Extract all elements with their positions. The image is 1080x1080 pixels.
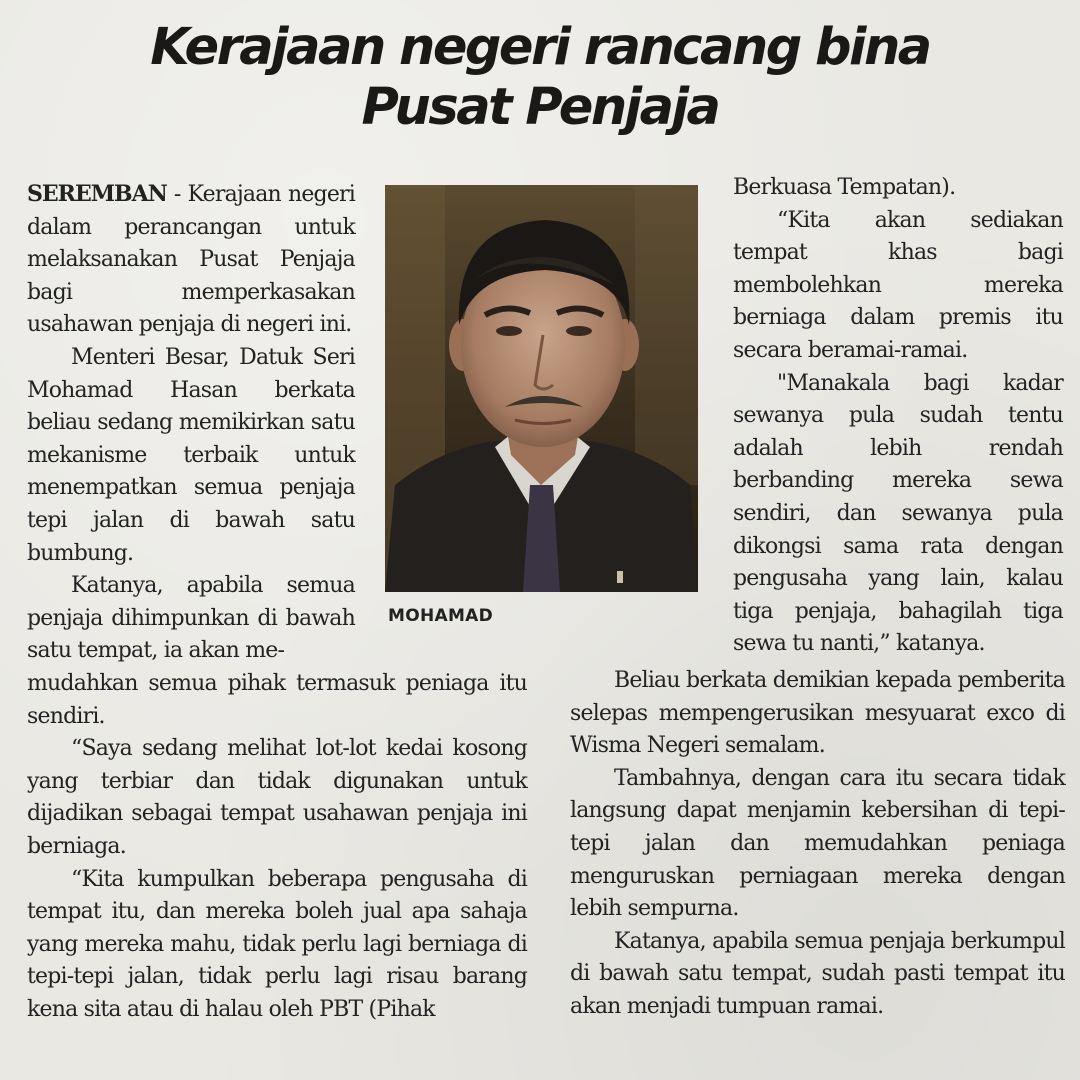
paragraph: “Kita akan sediakan tempat khas bagi membolehkan mereka berniaga dalam premis itu secara beramai-ramai.	[733, 207, 1063, 363]
headline-line-1: Kerajaan negeri rancang bina	[150, 18, 930, 77]
column-left-top	[27, 178, 355, 668]
paragraph: Katanya, apabila semua penjaja berkumpul di bawah satu tempat, sudah pasti tempat itu akan menjadi tumpuan ramai.	[570, 928, 1065, 1019]
paragraph: Katanya, apabila semua penjaja dihimpunkan di bawah satu tempat, ia akan me-	[27, 573, 355, 664]
paragraph: Menteri Besar, Datuk Seri Mohamad Hasan berkata beliau sedang memikirkan satu mekanisme terbaik untuk menempatkan semua penjaja tepi jalan di bawah satu bumbung.	[27, 344, 355, 566]
column-right-top	[733, 172, 1063, 661]
paragraph: mudahkan semua pihak termasuk peniaga itu sendiri.	[27, 671, 527, 729]
column-right-bottom	[570, 665, 1065, 1024]
paragraph	[27, 178, 355, 342]
paragraph-text: - Kerajaan negeri dalam perancangan untuk melaksanakan Pusat Penjaja bagi memperkasakan usahawan penjaja di negeri ini.	[27, 182, 355, 338]
paragraph: “Kita kumpulkan beberapa pengusaha di tempat itu, dan mereka boleh jual apa sahaja yang mereka mahu, tidak perlu lagi berniaga di tepi-tepi jalan, tidak perlu lagi risau barang kena sita atau di halau oleh PBT (Pihak	[27, 866, 527, 1022]
paragraph: Tambahnya, dengan cara itu secara tidak langsung dapat menjamin kebersihan di tepi-tepi jalan dan memudahkan peniaga menguruskan perniagaan mereka dengan lebih sempurna.	[570, 765, 1065, 922]
headline-line-2: Pusat Penjaja	[361, 78, 719, 137]
portrait-photo	[385, 185, 698, 592]
photo-caption: MOHAMAD	[388, 606, 494, 626]
portrait-image	[385, 185, 698, 592]
paragraph: Berkuasa Tempatan).	[733, 175, 956, 200]
paragraph: "Manakala bagi kadar sewanya pula sudah tentu adalah lebih rendah berbanding mereka sewa sendiri, dan sewanya pula dikongsi sama rata dengan pengusaha yang lain, kalau tiga penjaja, bahagilah tiga sewa tu nanti,” katanya.	[733, 370, 1063, 657]
paragraph: Beliau berkata demikian kepada pemberita selepas mempengerusikan mesyuarat exco di Wisma Negeri semalam.	[570, 668, 1065, 759]
column-left-bottom	[27, 668, 527, 1027]
headline	[0, 18, 1080, 138]
paragraph: “Saya sedang melihat lot-lot kedai kosong yang terbiar dan tidak digunakan untuk dijadikan sebagai tempat usahawan penjaja ini berniaga.	[27, 736, 527, 859]
dateline: SEREMBAN	[27, 181, 167, 207]
